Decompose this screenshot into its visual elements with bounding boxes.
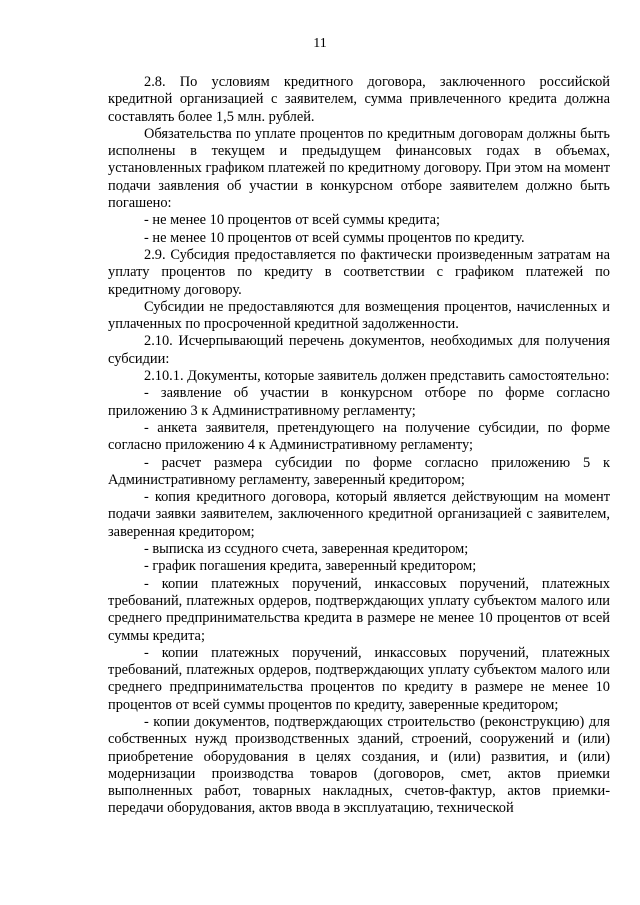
list-item: - график погашения кредита, заверенный кредитором; [144,558,477,575]
list-item: - анкета заявителя, претендующего на получение субсидии, по форме согласно приложению 4 к Административному регламенту; [108,419,610,454]
paragraph-obligations: Обязательства по уплате процентов по кредитным договорам должны быть исполнены в текущем и предыдущем финансовых годах в объемах, установленных графиком платежей по кредитному договору. При этом на момент подачи заявления об участии в конкурсном отборе заявителем должно быть погашено: [108,125,610,212]
list-item: - не менее 10 процентов от всей суммы процентов по кредиту. [144,229,525,246]
paragraph-2-10: 2.10. Исчерпывающий перечень документов, необходимых для получения субсидии: [108,333,610,367]
paragraph-2-8: 2.8. По условиям кредитного договора, заключенного российской кредитной организацией с заявителем, сумма привлеченного кредита должна составлять более 1,5 млн. рублей. [108,74,610,125]
list-item: - заявление об участии в конкурсном отборе по форме согласно приложению 3 к Административному регламенту; [108,385,610,419]
document-body [108,74,610,818]
paragraph-2-9: 2.9. Субсидия предоставляется по фактически произведенным затратам на уплату процентов по кредиту в соответствии с графиком платежей по кредитному договору. [108,246,610,298]
list-item: - выписка из ссудного счета, заверенная кредитором; [144,541,469,558]
paragraph-2-10-1: 2.10.1. Документы, которые заявитель должен представить самостоятельно: [144,368,610,385]
list-item: - не менее 10 процентов от всей суммы кредита; [144,212,440,229]
page-number: 11 [313,36,327,51]
list-item: - копии платежных поручений, инкассовых поручений, платежных требований, платежных ордеров, подтверждающих уплату субъектом малого или среднего предпринимательства кредита в размере не менее 10 процентов от всей суммы кредита; [108,575,610,644]
list-item: - расчет размера субсидии по форме согласно приложению 5 к Административному регламенту, заверенный кредитором; [108,454,610,488]
list-item: - копия кредитного договора, который является действующим на момент подачи заявки заявителем, заключенного кредитной организацией с заявителем, заверенная кредитором; [108,489,610,540]
list-item: - копии документов, подтверждающих строительство (реконструкцию) для собственных нужд производственных зданий, строений, сооружений и (или) приобретение оборудования в целях создания, и (или) развития, и (или) модернизации производства товаров (договоров, смет, актов приемки выполненных работ, товарных накладных, счетов-фактур, актов приемки-передачи оборудования, актов ввода в эксплуатацию, технической [108,713,610,817]
list-item: - копии платежных поручений, инкассовых поручений, платежных требований, платежных ордеров, подтверждающих уплату субъектом малого или среднего предпринимательства процентов по кредиту в размере не менее 10 процентов от всей суммы процентов по кредиту, заверенные кредитором; [108,644,610,713]
paragraph-subsidy-exclusion: Субсидии не предоставляются для возмещения процентов, начисленных и уплаченных по просроченной кредитной задолженности. [108,298,610,333]
